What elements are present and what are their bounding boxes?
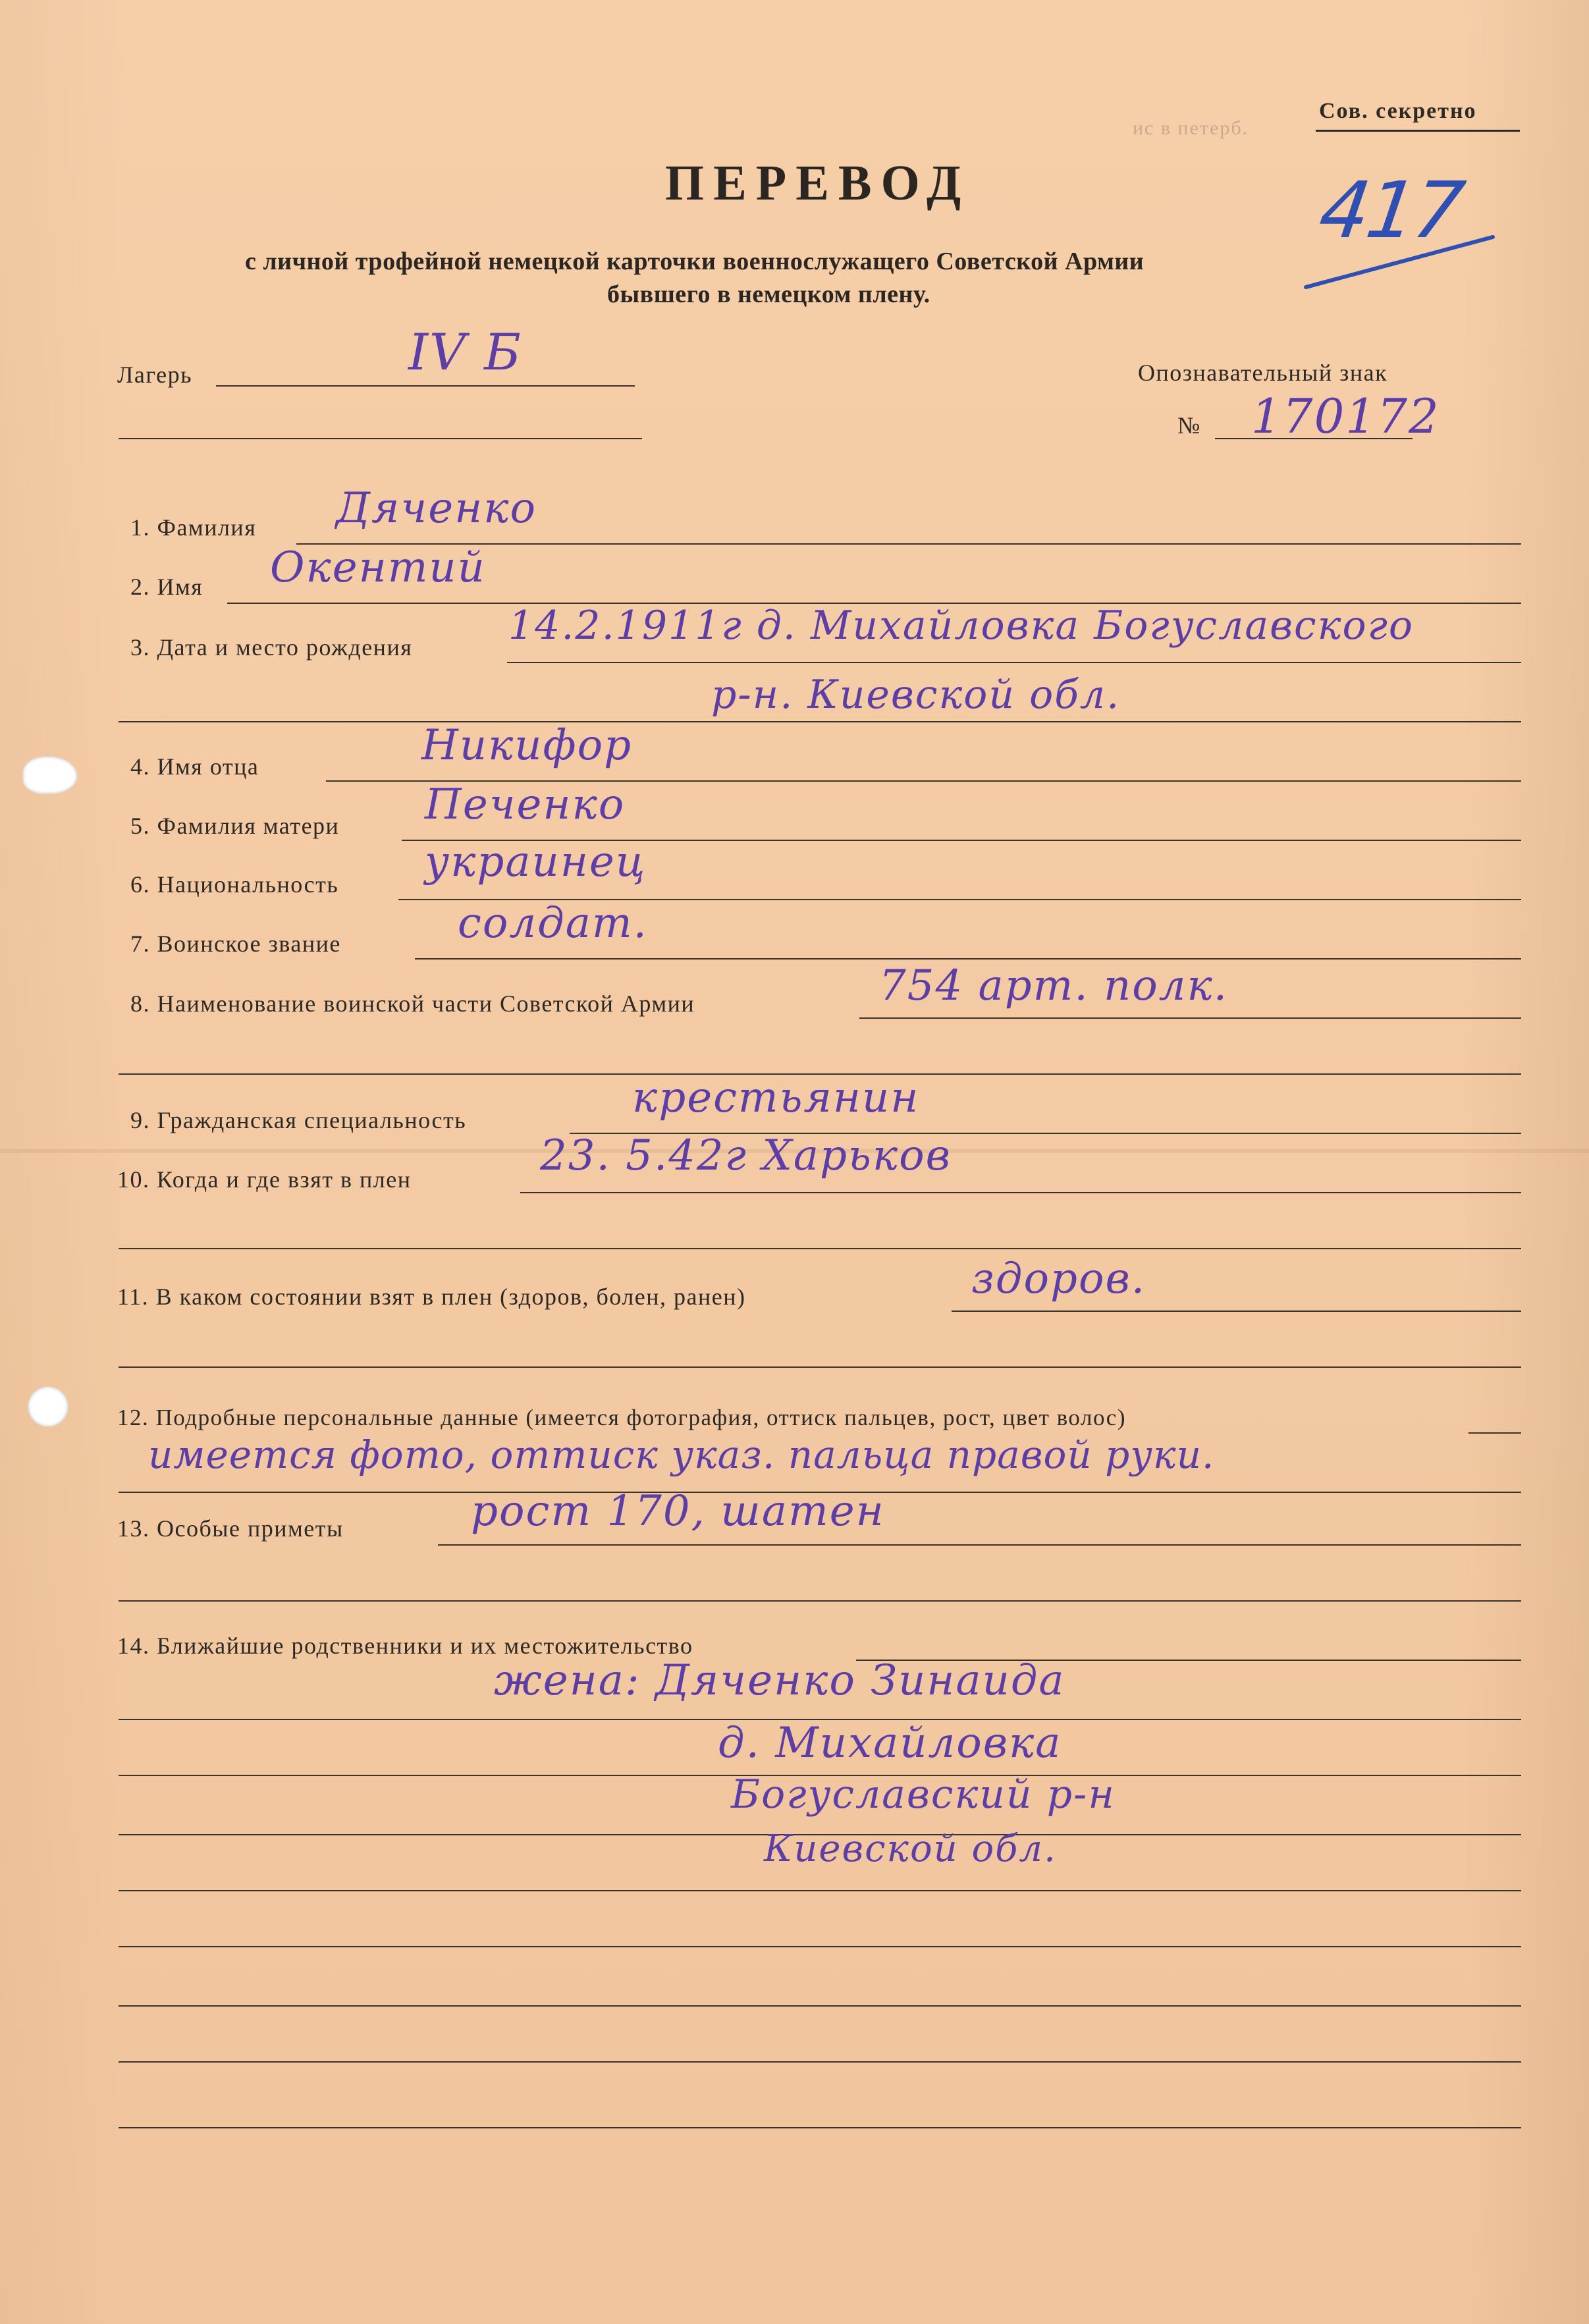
id-mark-value: 170172 [1251, 389, 1440, 444]
document-title: ПЕРЕВОД [665, 155, 971, 211]
relatives-line-5 [119, 1890, 1521, 1891]
camp-line-2 [119, 438, 642, 439]
civil-specialty-label: 9. Гражданская специальность [130, 1107, 467, 1133]
surname-label: 1. Фамилия [130, 514, 257, 541]
rank-label: 7. Воинское звание [130, 931, 341, 957]
relatives-line-9 [119, 2127, 1521, 2128]
handwritten-stamp-number: 417 [1314, 165, 1467, 256]
special-marks-line-2 [119, 1600, 1521, 1602]
capture-condition-label: 11. В каком состоянии взят в плен (здоров, болен, ранен) [117, 1284, 746, 1310]
relatives-value-line1: жена: Дяченко Зинаида [494, 1656, 1065, 1705]
birth-date-place-label: 3. Дата и место рождения [130, 634, 413, 661]
camp-value: IV Б [408, 323, 522, 381]
relatives-line-7 [119, 2005, 1521, 2007]
special-marks-line [438, 1544, 1521, 1546]
nationality-value: украинец [425, 838, 647, 886]
father-name-value: Никифор [421, 721, 633, 770]
birth-date-place-value-2: р-н. Киевской обл. [711, 672, 1121, 718]
secrecy-underline [1316, 130, 1520, 132]
capture-condition-value: здоров. [971, 1255, 1146, 1303]
father-name-label: 4. Имя отца [130, 753, 259, 780]
relatives-label: 14. Ближайшие родственники и их местожительство [117, 1633, 693, 1659]
mother-surname-label: 5. Фамилия матери [130, 813, 340, 839]
mother-surname-value: Печенко [425, 780, 626, 829]
birth-date-place-line [507, 662, 1521, 663]
military-unit-value: 754 арт. полк. [879, 961, 1229, 1010]
punch-hole [28, 1386, 68, 1427]
nationality-label: 6. Национальность [130, 871, 339, 898]
personal-details-value: имеется фото, оттиск указ. пальца правой руки. [148, 1432, 1215, 1477]
camp-line [216, 385, 635, 387]
surname-value: Дяченко [336, 484, 537, 533]
punch-hole-torn [22, 756, 78, 794]
relatives-value-line3: Богуславский р-н [731, 1771, 1116, 1818]
capture-condition-line [952, 1311, 1521, 1312]
military-unit-label: 8. Наименование воинской части Советской Армии [130, 990, 695, 1017]
relatives-value-line2: д. Михайловка [718, 1719, 1062, 1768]
rank-line [415, 958, 1521, 959]
first-name-label: 2. Имя [130, 574, 203, 600]
capture-condition-line-2 [119, 1366, 1521, 1368]
secrecy-mark: Сов. секретно [1319, 99, 1477, 123]
document-subtitle-line2: бывшего в немецком плену. [607, 281, 930, 308]
relatives-line-6 [119, 1946, 1521, 1947]
id-mark-number-sign: № [1177, 412, 1201, 439]
special-marks-value: рост 170, шатен [471, 1487, 885, 1536]
capture-when-where-line-2 [119, 1248, 1521, 1249]
personal-details-line [1468, 1432, 1521, 1434]
capture-when-where-label: 10. Когда и где взят в плен [117, 1166, 412, 1193]
birth-date-place-line-2 [119, 721, 1521, 722]
capture-when-where-value: 23. 5.42г Харьков [540, 1131, 952, 1180]
camp-label: Лагерь [117, 362, 193, 388]
civil-specialty-value: крестьянин [632, 1073, 920, 1122]
id-mark-label: Опознавательный знак [1138, 360, 1388, 386]
document-subtitle-line1: с личной трофейной немецкой карточки военнослужащего Советской Армии [245, 248, 1145, 275]
relatives-value-line4: Киевской обл. [764, 1827, 1057, 1870]
personal-details-label: 12. Подробные персональные данные (имеется фотография, оттиск пальцев, рост, цвет волос) [117, 1405, 1126, 1430]
birth-date-place-value: 14.2.1911г д. Михайловка Богуславского [508, 603, 1414, 649]
capture-when-where-line [520, 1192, 1521, 1193]
special-marks-label: 13. Особые приметы [117, 1515, 344, 1542]
relatives-line-8 [119, 2061, 1521, 2063]
faded-bleed-text: ис в петерб. [1133, 117, 1249, 139]
rank-value: солдат. [458, 899, 648, 948]
military-unit-line [859, 1017, 1521, 1019]
first-name-value: Окентий [270, 543, 486, 592]
